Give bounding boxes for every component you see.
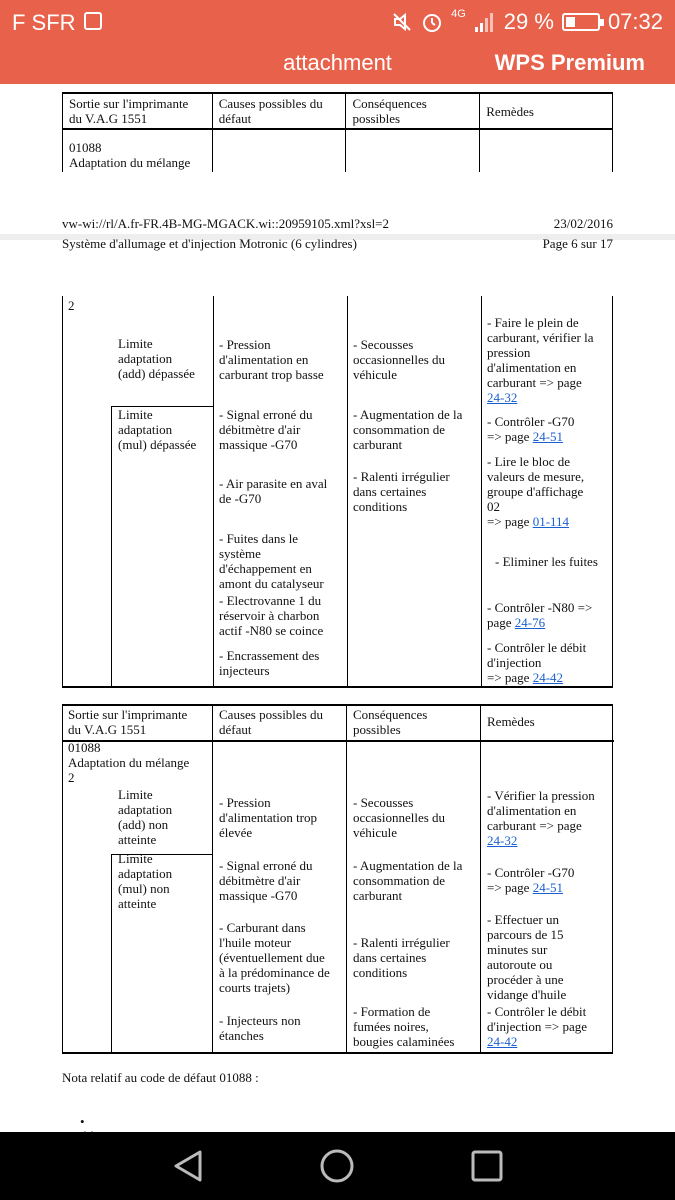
alarm-icon [421,11,443,33]
table1-remedy-3: - Eliminer les fuites [495,554,598,569]
network-type: 4G [451,8,466,20]
table1-remedy-5: - Contrôler le débit d'injection => page 24-42 [487,640,587,685]
table2-remedy-0: - Vérifier la pression d'alimentation en carburant => page 24-32 [487,788,595,848]
table1-consequence-0: - Secousses occasionnelles du véhicule [353,337,446,382]
document-title: attachment [283,50,392,75]
header-remedies: Remèdes [486,103,534,119]
table2-cause-2: - Carburant dans l'huile moteur (éventuellement due à la prédominance de courts trajets) [219,920,330,995]
note-title: Nota relatif au code de défaut 01088 : [62,1070,259,1085]
status-bar [0,0,675,44]
page-url: vw-wi://rl/A.fr-FR.4B-MG-MGACK.wi::20959105.xml?xsl=2 [62,216,390,231]
table2-consequence-3: - Formation de fumées noires, bougies calaminées [353,1004,455,1049]
table1-remedy-1: - Contrôler -G70 => page 24-51 [487,414,575,444]
link-24-51[interactable]: 24-51 [532,429,564,444]
document-viewer[interactable] [0,84,675,1132]
table1-consequence-2: - Ralenti irrégulier dans certaines conditions [353,469,450,514]
table1-cause-5: - Encrassement des injecteurs [219,648,320,678]
table2-header-remedies: Remèdes [487,714,535,729]
table1-remedy-0: - Faire le plein de carburant, vérifier la pression d'alimentation en carburant => page 24-32 [487,315,594,405]
table2-remedy-2: - Effectuer un parcours de 15 minutes sur autoroute ou procéder à une vidange d'huile [487,912,567,1002]
table2-cause-0: - Pression d'alimentation trop élevée [219,795,318,840]
table2-fault-code: 01088 Adaptation du mélange 2 [68,740,190,785]
table2-consequence-0: - Secousses occasionnelles du véhicule [353,795,446,840]
table2-output-1: Limite adaptation (mul) non atteinte [118,851,173,911]
table2-cause-3: - Injecteurs non étanches [219,1013,301,1043]
table1-output-1: Limite adaptation (mul) dépassée [118,407,197,452]
table2-consequence-1: - Augmentation de la consommation de carburant [353,858,463,903]
table1-cause-4: - Electrovanne 1 du réservoir à charbon actif -N80 se coince [219,593,324,638]
table-fragment-top [62,92,613,172]
link-24-76[interactable]: 24-76 [514,615,546,630]
recents-icon[interactable] [467,1148,507,1184]
bullet-icon: • [80,1114,85,1129]
link-24-32[interactable]: 24-32 [487,833,518,848]
table2-consequence-2: - Ralenti irrégulier dans certaines conditions [353,935,450,980]
link-01-114[interactable]: 01-114 [532,514,570,529]
table2-cause-1: - Signal erroné du débitmètre d'air massique -G70 [219,858,313,903]
back-icon[interactable] [168,1148,208,1184]
carrier-name: F SFR [12,10,76,35]
clock: 07:32 [607,9,663,34]
table1-cause-0: - Pression d'alimentation en carburant trop basse [219,337,324,382]
navigation-bar [0,1132,675,1200]
table1-cause-2: - Air parasite en aval de -G70 [219,476,328,506]
link-24-51[interactable]: 24-51 [532,880,564,895]
page-doc-title: Système d'allumage et d'injection Motronic (6 cylindres) [62,236,357,251]
table2-header-output: Sortie sur l'imprimante du V.A.G 1551 [68,707,188,737]
app-bar [0,44,675,84]
link-24-42[interactable]: 24-42 [532,670,564,685]
battery-percent: 29 % [503,9,554,34]
gallery-notification-icon [84,12,102,30]
home-icon[interactable] [317,1148,357,1184]
table2-remedy-3: - Contrôler le débit d'injection => page 24-42 [487,1004,588,1049]
table1-number: 2 [68,298,75,313]
mute-icon [391,11,413,33]
header-causes: Causes possibles du défaut [218,96,323,126]
header-consequences: Conséquences possibles [352,96,427,126]
table2-header-consequences: Conséquences possibles [353,707,428,737]
table2-output-0: Limite adaptation (add) non atteinte [118,787,173,847]
page-date: 23/02/2016 [553,216,613,231]
table2-remedy-1: - Contrôler -G70 => page 24-51 [487,865,575,895]
table1-remedy-4: - Contrôler -N80 => page 24-76 [487,600,593,630]
page-number: Page 6 sur 17 [542,236,613,251]
battery-icon [562,13,600,31]
table1-consequence-1: - Augmentation de la consommation de carburant [353,407,463,452]
table1-output-0: Limite adaptation (add) dépassée [118,336,195,381]
link-24-42[interactable]: 24-42 [487,1034,518,1049]
signal-icon [474,11,496,33]
header-output: Sortie sur l'imprimante du V.A.G 1551 [69,96,189,126]
table2-header-causes: Causes possibles du défaut [219,707,323,737]
table1-cause-1: - Signal erroné du débitmètre d'air massique -G70 [219,407,313,452]
link-24-32[interactable]: 24-32 [487,390,518,405]
fault-code: 01088 Adaptation du mélange [69,140,191,170]
wps-premium-button[interactable]: WPS Premium [494,50,645,75]
table1-remedy-2: - Lire le bloc de valeurs de mesure, groupe d'affichage 02 => page 01-114 [487,454,585,529]
table1-cause-3: - Fuites dans le système d'échappement en amont du catalyseur [219,531,324,591]
